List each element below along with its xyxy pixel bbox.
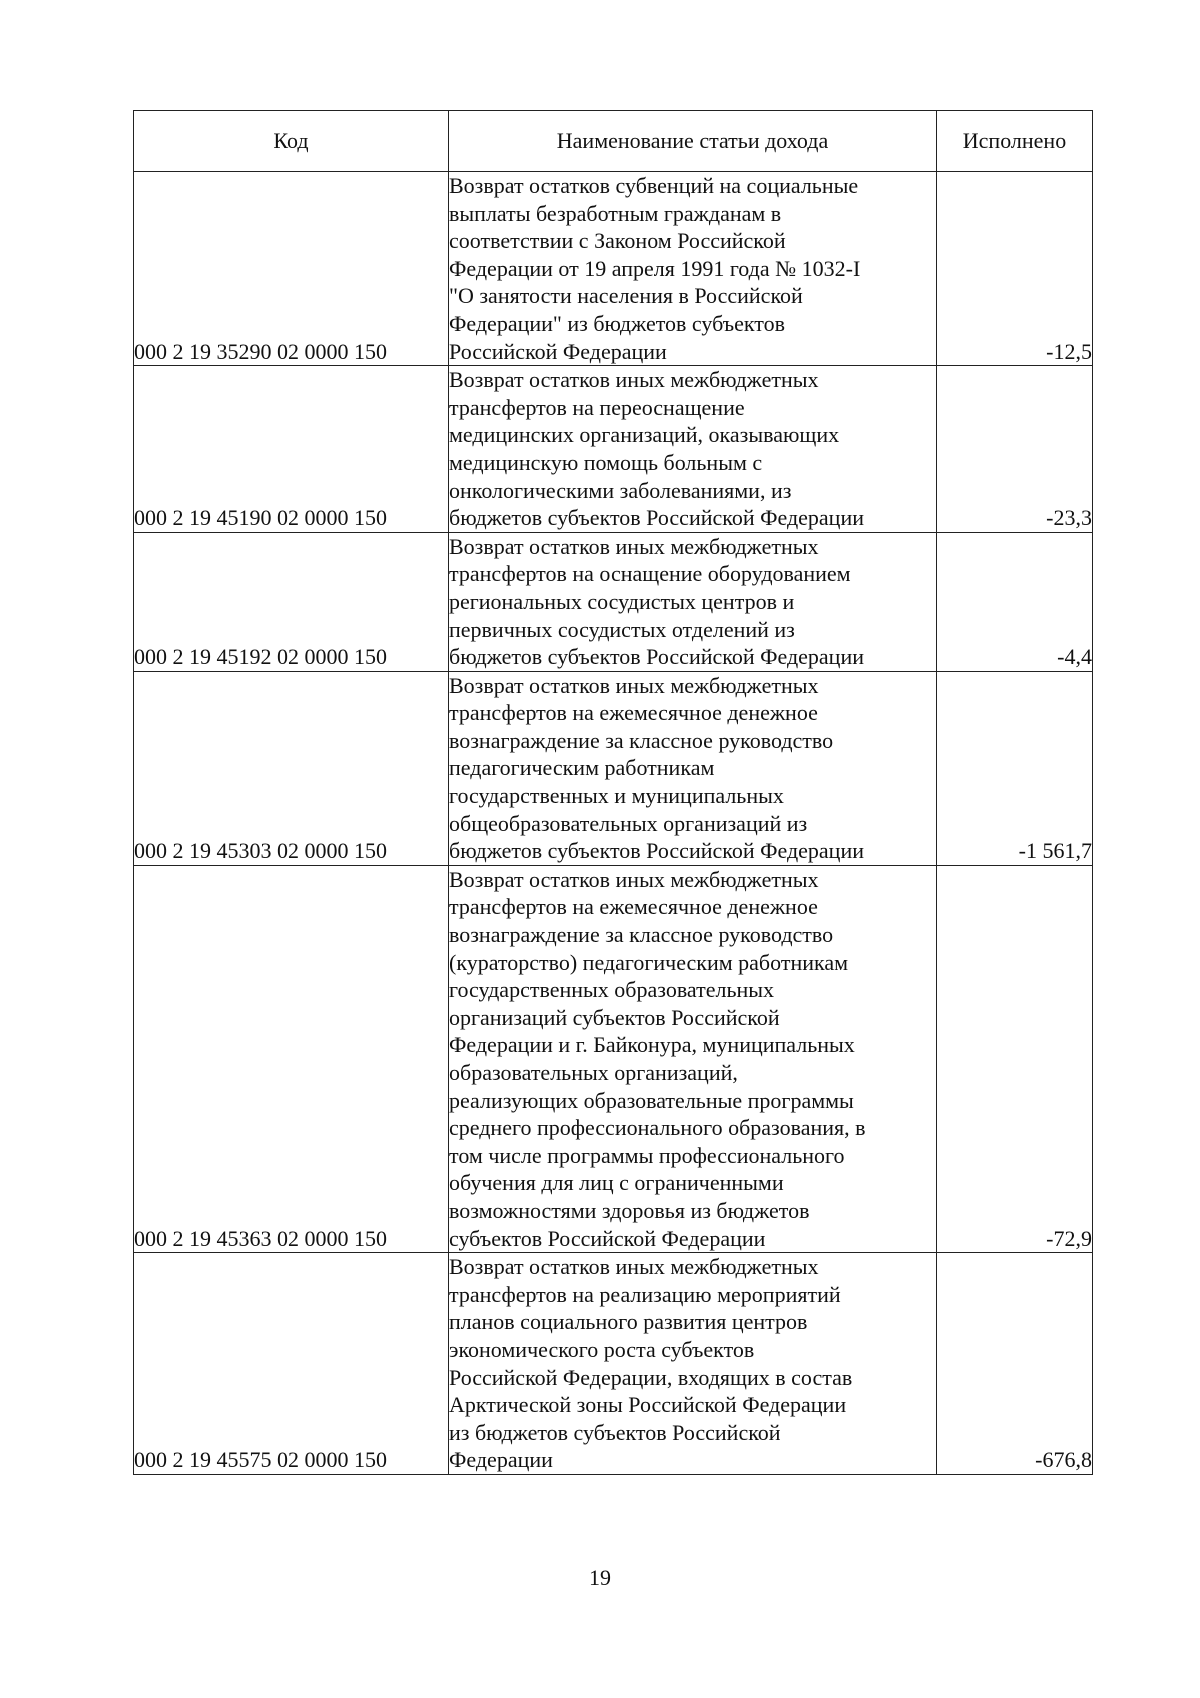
revenue-item-name-line: медицинских организаций, оказывающих <box>449 422 840 448</box>
revenue-code: 000 2 19 45363 02 0000 150 <box>134 865 449 1252</box>
revenue-item-name-line: общеобразовательных организаций из <box>449 810 808 836</box>
revenue-item-name-line: трансфертов на ежемесячное денежное <box>449 894 818 920</box>
revenue-item-name-line: возможностями здоровья из бюджетов <box>449 1197 810 1223</box>
header-executed: Исполнено <box>937 111 1093 172</box>
table-row <box>134 366 1093 533</box>
revenue-table <box>133 110 1093 1475</box>
revenue-item-name <box>449 366 937 533</box>
revenue-item-name <box>449 172 937 366</box>
table-header-row <box>134 111 1093 172</box>
revenue-item-name-line: Возврат остатков иных межбюджетных <box>449 672 819 698</box>
revenue-item-name-line: среднего профессионального образования, в <box>449 1115 866 1141</box>
revenue-item-name-line: вознаграждение за классное руководство <box>449 922 834 948</box>
revenue-item-name-line: (кураторство) педагогическим работникам <box>449 949 849 975</box>
revenue-item-name-line: трансфертов на переоснащение <box>449 394 745 420</box>
revenue-item-name-line: экономического роста субъектов <box>449 1336 755 1362</box>
revenue-item-name-line: том числе программы профессионального <box>449 1142 845 1168</box>
revenue-item-name-line: медицинскую помощь больным с <box>449 449 763 475</box>
revenue-item-name-line: онкологическими заболеваниями, из <box>449 477 792 503</box>
revenue-item-name-line: Федерации и г. Байконура, муниципальных <box>449 1032 855 1058</box>
revenue-item-name-line: первичных сосудистых отделений из <box>449 616 795 642</box>
revenue-item-name-line: реализующих образовательные программы <box>449 1087 854 1113</box>
header-name: Наименование статьи дохода <box>449 111 937 172</box>
revenue-item-name <box>449 671 937 865</box>
revenue-code: 000 2 19 45190 02 0000 150 <box>134 366 449 533</box>
revenue-code: 000 2 19 45192 02 0000 150 <box>134 532 449 671</box>
revenue-code: 000 2 19 35290 02 0000 150 <box>134 172 449 366</box>
page-number: 19 <box>589 1565 611 1590</box>
revenue-code: 000 2 19 45575 02 0000 150 <box>134 1253 449 1475</box>
revenue-item-name-line: трансфертов на ежемесячное денежное <box>449 700 818 726</box>
revenue-item-name-line: образовательных организаций, <box>449 1060 738 1085</box>
revenue-item-name-line: Российской Федерации <box>449 338 667 364</box>
revenue-item-name-line: Федерации" из бюджетов субъектов <box>449 310 786 336</box>
revenue-item-name-line: выплаты безработным гражданам в <box>449 200 782 226</box>
executed-amount: -23,3 <box>937 366 1093 533</box>
revenue-item-name <box>449 865 937 1252</box>
revenue-item-name-line: Возврат остатков иных межбюджетных <box>449 367 819 393</box>
revenue-item-name-line: бюджетов субъектов Российской Федерации <box>449 644 864 670</box>
revenue-item-name-line: соответствии с Законом Российской <box>449 228 786 254</box>
revenue-item-name-line: Возврат остатков иных межбюджетных <box>449 533 819 559</box>
table-row <box>134 532 1093 671</box>
table-row <box>134 671 1093 865</box>
revenue-item-name <box>449 1253 937 1475</box>
revenue-item-name-line: вознаграждение за классное руководство <box>449 727 834 753</box>
revenue-item-name-line: педагогическим работникам <box>449 755 715 781</box>
revenue-item-name-line: Российской Федерации, входящих в состав <box>449 1364 853 1390</box>
table-row <box>134 1253 1093 1475</box>
revenue-item-name-line: планов социального развития центров <box>449 1309 808 1335</box>
revenue-item-name-line: Возврат остатков иных межбюджетных <box>449 1254 819 1280</box>
revenue-item-name-line: бюджетов субъектов Российской Федерации <box>449 505 864 531</box>
executed-amount: -72,9 <box>937 865 1093 1252</box>
revenue-item-name-line: региональных сосудистых центров и <box>449 588 795 614</box>
executed-amount: -1 561,7 <box>937 671 1093 865</box>
revenue-item-name-line: государственных образовательных <box>449 977 775 1003</box>
revenue-item-name-line: Арктической зоны Российской Федерации <box>449 1392 847 1418</box>
revenue-item-name-line: обучения для лиц с ограниченными <box>449 1170 784 1196</box>
revenue-item-name-line: бюджетов субъектов Российской Федерации <box>449 838 864 864</box>
revenue-item-name-line: организаций субъектов Российской <box>449 1004 780 1030</box>
revenue-item-name-line: Федерации от 19 апреля 1991 года № 1032-I <box>449 255 861 281</box>
revenue-item-name-line: Федерации <box>449 1447 553 1473</box>
revenue-item-name-line: "О занятости населения в Российской <box>449 283 803 309</box>
revenue-item-name-line: трансфертов на оснащение оборудованием <box>449 561 851 587</box>
revenue-item-name-line: субъектов Российской Федерации <box>449 1225 766 1251</box>
revenue-item-name <box>449 532 937 671</box>
table-row <box>134 172 1093 366</box>
revenue-item-name-line: Возврат остатков иных межбюджетных <box>449 866 819 892</box>
executed-amount: -676,8 <box>937 1253 1093 1475</box>
executed-amount: -12,5 <box>937 172 1093 366</box>
revenue-code: 000 2 19 45303 02 0000 150 <box>134 671 449 865</box>
revenue-item-name-line: Возврат остатков субвенций на социальные <box>449 173 859 198</box>
revenue-item-name-line: трансфертов на реализацию мероприятий <box>449 1281 841 1307</box>
table-row <box>134 865 1093 1252</box>
revenue-item-name-line: из бюджетов субъектов Российской <box>449 1419 781 1445</box>
executed-amount: -4,4 <box>937 532 1093 671</box>
revenue-item-name-line: государственных и муниципальных <box>449 783 784 809</box>
header-code: Код <box>134 111 449 172</box>
